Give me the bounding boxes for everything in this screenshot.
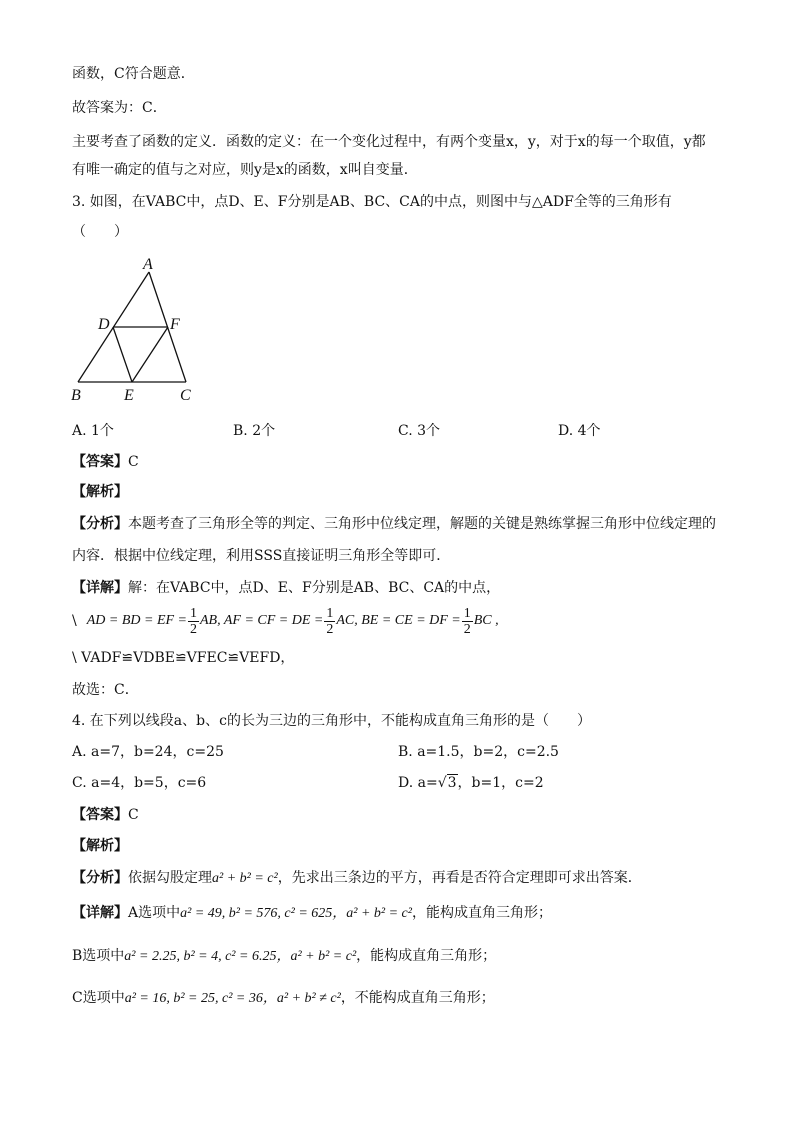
q4-option-b: B. a=1.5，b=2，c=2.5 xyxy=(398,744,559,760)
q4-xiangjie-tag: 【详解】 xyxy=(72,905,128,921)
prev-line-1: 函数，C符合题意． xyxy=(72,66,195,82)
q3-xiangjie-tag: 【详解】 xyxy=(72,580,128,596)
label-C: C xyxy=(180,387,191,404)
q3-fenxi-line-1 xyxy=(72,514,716,534)
fraction-half xyxy=(324,606,335,637)
q4-answer-tag: 【答案】 xyxy=(72,807,128,823)
q4-fenxi-eq: a² + b² = c² xyxy=(212,871,278,886)
q3-xiangjie-line xyxy=(72,578,500,598)
q3-option-a: A. 1个 xyxy=(72,423,114,439)
q3-conclusion: 故选：C． xyxy=(72,682,139,698)
sqrt-icon: √ xyxy=(437,775,447,791)
label-B: B xyxy=(71,387,81,404)
eq-part-b: AB, AF = CF = DE = xyxy=(200,613,324,628)
q3-answer: C xyxy=(128,454,139,470)
q3-xiangjie-text: 解：在VABC中，点D、E、F分别是AB、BC、CA的中点， xyxy=(128,580,501,596)
q4-option-a: A. a=7，b=24，c=25 xyxy=(72,744,224,760)
q4-option-d-post: ，b=1，c=2 xyxy=(457,775,544,791)
q4-line-a-eq: a² = 49, b² = 576, c² = 625，a² + b² = c² xyxy=(180,906,412,921)
fraction-den: 2 xyxy=(463,621,471,637)
eq-part-d: BC , xyxy=(473,613,499,628)
q4-option-d-pre: D. a= xyxy=(398,775,438,791)
fraction-num: 1 xyxy=(190,605,197,621)
q4-line-b-pre: B选项中 xyxy=(72,948,125,964)
q3-paren: （ ） xyxy=(72,224,128,240)
q3-answer-line xyxy=(72,452,139,472)
q4-xiangjie-line-a xyxy=(72,903,552,924)
q4-option-c: C. a=4，b=5，c=6 xyxy=(72,775,207,791)
q3-fenxi-text-1: 本题考查了三角形全等的判定、三角形中位线定理，解题的关键是熟练掌握三角形中位线定理的 xyxy=(128,516,716,532)
prev-line-4: 有唯一确定的值与之对应，则y是x的函数，x叫自变量． xyxy=(72,162,418,178)
q3-fenxi-line-2: 内容．根据中位线定理，利用SSS直接证明三角形全等即可． xyxy=(72,548,451,564)
eq-prefix: \ xyxy=(72,613,77,629)
label-A: A xyxy=(143,256,153,273)
label-D: D xyxy=(98,316,110,333)
q3-answer-tag: 【答案】 xyxy=(72,454,128,470)
q4-option-d xyxy=(398,773,544,793)
q3-equation xyxy=(72,603,499,639)
q4-line-c-eq: a² = 16, b² = 25, c² = 36，a² + b² ≠ c² xyxy=(124,991,341,1006)
eq-part-a: AD = BD = EF = xyxy=(86,613,187,628)
label-E: E xyxy=(124,387,134,404)
q4-xiangjie-line-b xyxy=(72,946,496,967)
fraction-den: 2 xyxy=(326,621,334,637)
prev-line-2: 故答案为：C． xyxy=(72,100,167,116)
q4-fenxi-line xyxy=(72,868,642,889)
fraction-num: 1 xyxy=(326,605,334,621)
q4-jiexi: 【解析】 xyxy=(72,838,128,854)
q4-fenxi-tag: 【分析】 xyxy=(72,870,128,886)
q4-option-d-radicand: 3 xyxy=(447,775,457,791)
q4-line-b-post: ，能构成直角三角形； xyxy=(356,948,497,964)
q4-answer: C xyxy=(128,807,139,823)
fraction-den: 2 xyxy=(190,621,197,637)
q4-line-a-pre: A选项中 xyxy=(128,905,181,921)
q4-fenxi-post: ，先求出三条边的平方，再看是否符合定理即可求出答案． xyxy=(277,870,642,886)
fraction-half xyxy=(188,606,199,637)
q4-line-c-pre: C选项中 xyxy=(72,990,125,1006)
edge-EF xyxy=(132,327,168,382)
q3-stem: 3. 如图，在VABC中，点D、E、F分别是AB、BC、CA的中点，则图中与△ADF全等的三角形有 xyxy=(72,194,672,210)
q4-line-a-post: ，能构成直角三角形； xyxy=(411,905,552,921)
q3-option-b: B. 2个 xyxy=(233,423,276,439)
fraction-half xyxy=(462,606,473,637)
label-F: F xyxy=(170,316,180,333)
q3-fenxi-tag: 【分析】 xyxy=(72,516,128,532)
fraction-num: 1 xyxy=(463,605,471,621)
q4-line-c-post: ，不能构成直角三角形； xyxy=(340,990,495,1006)
q4-answer-line xyxy=(72,805,139,825)
q4-stem: 4. 在下列以线段a、b、c的长为三边的三角形中，不能构成直角三角形的是（ ） xyxy=(72,713,591,729)
prev-line-3: 主要考查了函数的定义．函数的定义：在一个变化过程中，有两个变量x，y，对于x的每一个取值，y都 xyxy=(72,134,706,150)
q3-jiexi: 【解析】 xyxy=(72,484,128,500)
q3-congruence-line: \ VADF≌VDBE≌VFEC≌VEFD， xyxy=(72,650,295,666)
q3-option-d: D. 4个 xyxy=(558,423,601,439)
triangle-figure xyxy=(68,252,198,404)
eq-part-c: AC, BE = CE = DF = xyxy=(336,613,461,628)
edge-DE xyxy=(113,327,132,382)
q3-option-c: C. 3个 xyxy=(398,423,441,439)
q4-fenxi-pre: 依据勾股定理 xyxy=(128,870,212,886)
q4-xiangjie-line-c xyxy=(72,988,495,1009)
q4-line-b-eq: a² = 2.25, b² = 4, c² = 6.25，a² + b² = c² xyxy=(124,949,357,964)
